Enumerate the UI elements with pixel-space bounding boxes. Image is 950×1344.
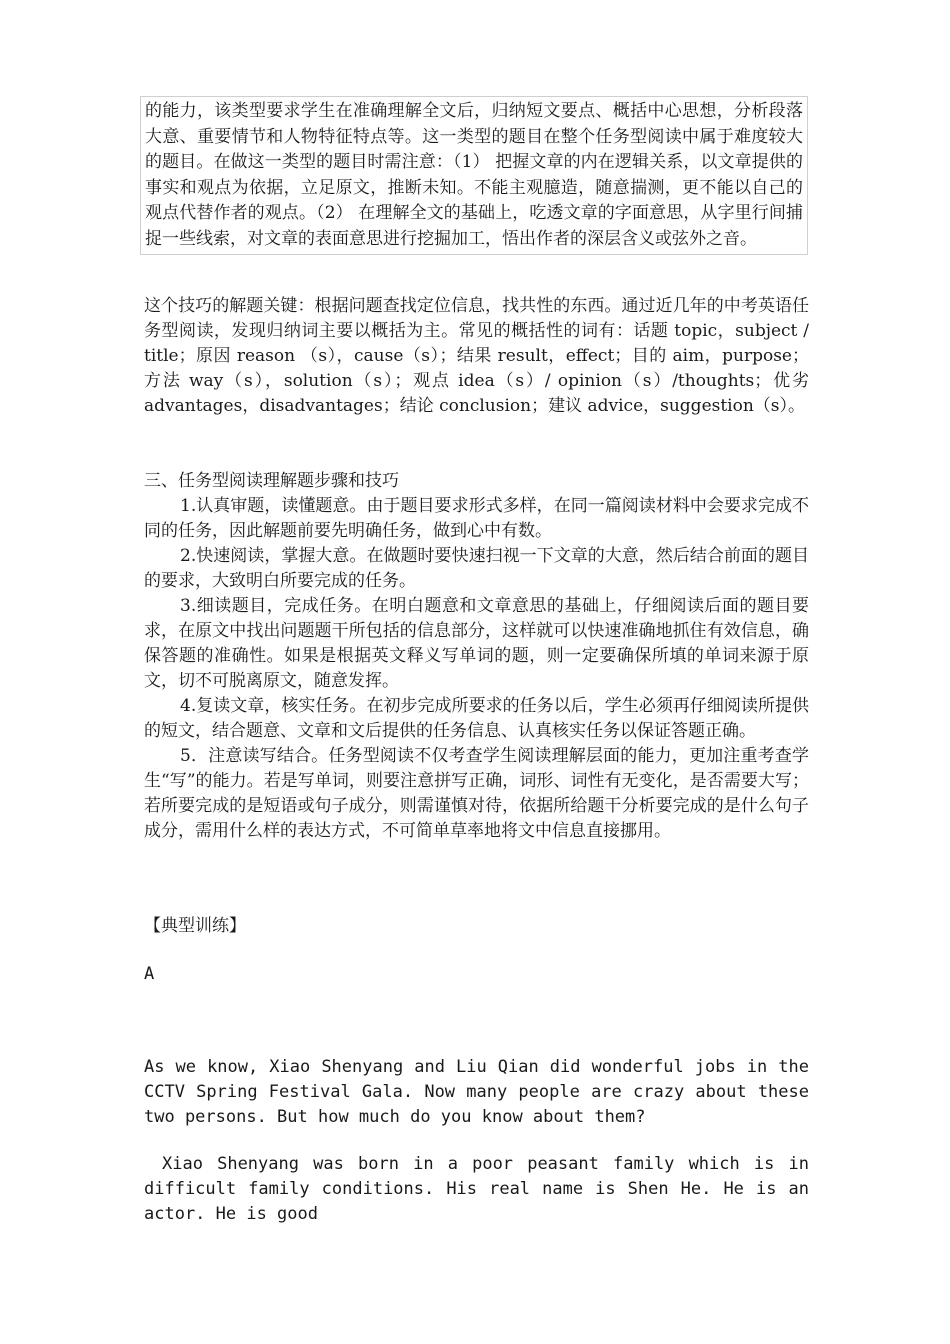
english-paragraph-2: Xiao Shenyang was born in a poor peasant family which is in difficult family conditions. His real name is Shen He. He is an actor. He is good: [144, 1154, 809, 1224]
passage-label: A: [144, 964, 155, 984]
steps-section: [144, 469, 809, 844]
passage-label-block: [144, 962, 809, 987]
practice-heading-block: [144, 914, 809, 939]
english-passage: [144, 1055, 809, 1227]
step-2: 2.快速阅读，掌握大意。在做题时要快速扫视一下文章的大意，然后结合前面的题目的要求，大致明白所要完成的任务。: [144, 546, 809, 591]
section-heading: 三、任务型阅读理解题步骤和技巧: [144, 471, 399, 491]
step-3: 3.细读题目，完成任务。在明白题意和文章意思的基础上，仔细阅读后面的题目要求，在原文中找出问题题干所包括的信息部分，这样就可以快速准确地抓住有效信息，确保答题的准确性。如果是根据英文释义写单词的题，则一定要确保所填的单词来源于原文，切不可脱离原文，随意发挥。: [144, 596, 809, 691]
step-4: 4.复读文章，核实任务。在初步完成所要求的任务以后，学生必须再仔细阅读所提供的短文，结合题意、文章和文后提供的任务信息、认真核实任务以保证答题正确。: [144, 696, 809, 741]
tips-paragraph: 这个技巧的解题关键：根据问题查找定位信息，找共性的东西。通过近几年的中考英语任务型阅读，发现归纳词主要以概括为主。常见的概括性的词有：话题 topic，subject / title；原因 reason （s），cause（s）；结果 result，effect；目的 aim，purpose；方法 way（s），solution（s）；观点 idea（s）/ opinion（s）/thoughts；优劣 advantages，disadvantages；结论 conclusion；建议 advice，suggestion（s）。: [144, 296, 809, 416]
boxed-paragraph: [140, 96, 808, 255]
practice-heading: 【典型训练】: [144, 916, 246, 936]
tips-block: [144, 294, 809, 419]
english-paragraph-1: As we know, Xiao Shenyang and Liu Qian did wonderful jobs in the CCTV Spring Festival Gala. Now many people are crazy about these two persons. But how much do you know about them?: [144, 1057, 809, 1127]
step-1: 1.认真审题，读懂题意。由于题目要求形式多样，在同一篇阅读材料中会要求完成不同的任务，因此解题前要先明确任务，做到心中有数。: [144, 496, 809, 541]
step-5: 5．注意读写结合。任务型阅读不仅考查学生阅读理解层面的能力，更加注重考查学生“写”的能力。若是写单词，则要注意拼写正确，词形、词性有无变化，是否需要大写；若所要完成的是短语或句子成分，则需谨慎对待，依据所给题干分析要完成的是什么句子成分，需用什么样的表达方式，不可简单草率地将文中信息直接挪用。: [144, 746, 809, 841]
boxed-text: 的能力，该类型要求学生在准确理解全文后，归纳短文要点、概括中心思想，分析段落大意、重要情节和人物特征特点等。这一类型的题目在整个任务型阅读中属于难度较大的题目。在做这一类型的题目时需注意：（1） 把握文章的内在逻辑关系，以文章提供的事实和观点为依据，立足原文，推断未知。不能主观臆造，随意揣测，更不能以自己的观点代替作者的观点。（2） 在理解全文的基础上，吃透文章的字面意思，从字里行间捕捉一些线索，对文章的表面意思进行挖掘加工，悟出作者的深层含义或弦外之音。: [145, 101, 803, 249]
